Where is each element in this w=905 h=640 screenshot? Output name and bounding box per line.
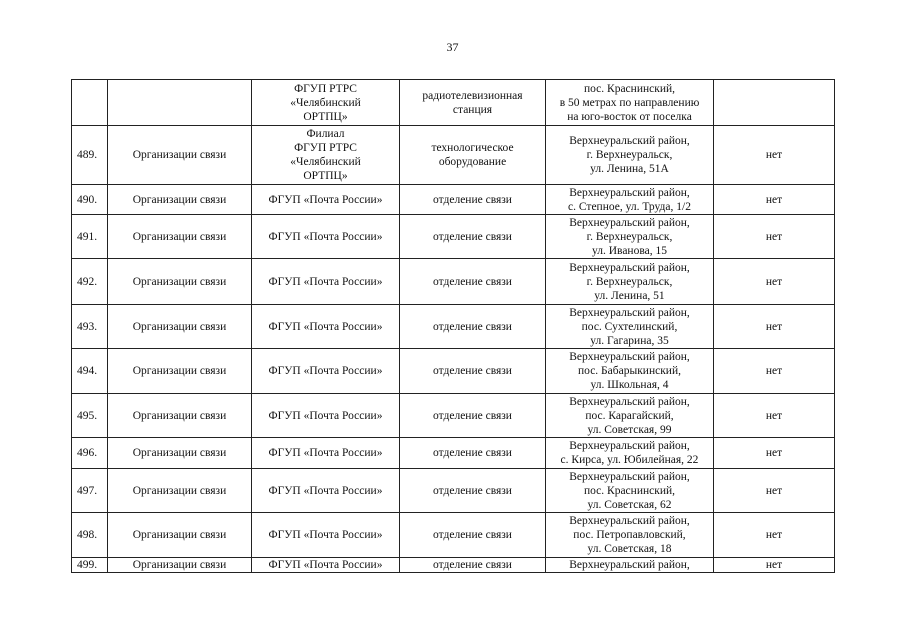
address-line: пос. Краснинский, [583, 82, 675, 95]
organization-line: ФГУП «Почта России» [268, 275, 383, 288]
category-cell: Организации связи [108, 349, 252, 394]
address-line: Верхнеуральский район, [569, 261, 690, 274]
status-cell: нет [714, 259, 835, 305]
facility-line: отделение связи [433, 484, 512, 497]
status-cell: нет [714, 513, 835, 558]
facility-cell [400, 394, 546, 438]
table-row [72, 513, 835, 558]
row-number-cell: 495. [72, 394, 108, 438]
address-line: ул. Иванова, 15 [592, 244, 667, 257]
address-line: ул. Советская, 99 [587, 423, 672, 436]
registry-table [71, 79, 835, 573]
status-cell: нет [714, 558, 835, 573]
row-number-cell: 493. [72, 305, 108, 349]
organization-cell [252, 259, 400, 305]
organization-cell [252, 305, 400, 349]
facility-cell [400, 558, 546, 573]
address-line: ул. Ленина, 51 [594, 289, 665, 302]
organization-cell [252, 394, 400, 438]
facility-cell [400, 259, 546, 305]
organization-line: ФГУП «Почта России» [268, 365, 383, 377]
address-line: с. Степное, ул. Труда, 1/2 [568, 200, 691, 213]
category-cell: Организации связи [108, 305, 252, 349]
status-cell [714, 80, 835, 126]
address-line: в 50 метрах по направлению [559, 96, 700, 109]
address-line: ул. Советская, 62 [587, 498, 672, 511]
category-cell: Организации связи [108, 469, 252, 513]
table-row [72, 80, 835, 126]
address-cell [546, 513, 714, 558]
category-cell: Организации связи [108, 259, 252, 305]
address-line: Верхнеуральский район, [569, 515, 690, 527]
row-number-cell: 498. [72, 513, 108, 558]
row-number-cell: 491. [72, 215, 108, 259]
organization-line: ФГУП РТРС [294, 142, 357, 154]
row-number-cell: 499. [72, 558, 108, 573]
facility-cell [400, 513, 546, 558]
facility-line: отделение связи [433, 409, 512, 422]
table-row [72, 558, 835, 573]
status-cell: нет [714, 349, 835, 394]
address-line: Верхнеуральский район, [569, 351, 690, 363]
address-line: с. Кирса, ул. Юбилейная, 22 [560, 454, 699, 466]
category-cell: Организации связи [108, 126, 252, 185]
row-number-cell: 494. [72, 349, 108, 394]
status-cell: нет [714, 185, 835, 215]
category-cell: Организации связи [108, 394, 252, 438]
address-line: пос. Сухтелинский, [581, 320, 678, 333]
address-cell [546, 349, 714, 394]
facility-cell [400, 185, 546, 215]
status-cell: нет [714, 394, 835, 438]
address-line: на юго-восток от поселка [567, 110, 692, 123]
category-cell: Организации связи [108, 558, 252, 573]
organization-cell [252, 80, 400, 126]
organization-line: ФГУП «Почта России» [268, 484, 383, 497]
table-row [72, 215, 835, 259]
address-line: Верхнеуральский район, [569, 135, 690, 147]
category-cell: Организации связи [108, 513, 252, 558]
row-number-cell: 496. [72, 438, 108, 469]
organization-cell [252, 215, 400, 259]
facility-cell [400, 438, 546, 469]
table-row [72, 126, 835, 185]
table-row [72, 394, 835, 438]
organization-cell [252, 185, 400, 215]
address-line: Верхнеуральский район, [569, 216, 690, 229]
facility-cell [400, 469, 546, 513]
address-cell [546, 558, 714, 573]
table-row [72, 438, 835, 469]
address-line: ул. Гагарина, 35 [590, 334, 669, 347]
address-line: Верхнеуральский район, [569, 395, 690, 408]
category-cell [108, 80, 252, 126]
organization-line: ФГУП «Почта России» [268, 529, 383, 541]
status-cell: нет [714, 215, 835, 259]
facility-line: отделение связи [433, 447, 512, 459]
registry-table-body [72, 80, 835, 573]
table-row [72, 259, 835, 305]
address-line: Верхнеуральский район, [569, 559, 690, 571]
facility-line: радиотелевизионная [422, 89, 523, 102]
organization-line: ОРТПЦ» [303, 110, 348, 123]
facility-cell [400, 215, 546, 259]
address-line: г. Верхнеуральск, [586, 275, 673, 288]
facility-line: отделение связи [433, 275, 512, 288]
address-cell [546, 305, 714, 349]
facility-cell [400, 80, 546, 126]
organization-line: ФГУП «Почта России» [268, 193, 383, 206]
address-cell [546, 394, 714, 438]
address-line: ул. Ленина, 51А [590, 163, 669, 175]
address-line: пос. Карагайский, [585, 409, 674, 422]
organization-line: ФГУП «Почта России» [268, 559, 383, 571]
table-row [72, 349, 835, 394]
facility-cell [400, 349, 546, 394]
organization-cell [252, 558, 400, 573]
organization-line: ФГУП «Почта России» [268, 409, 383, 422]
address-cell [546, 185, 714, 215]
facility-line: отделение связи [433, 529, 512, 541]
address-line: пос. Петропавловский, [573, 529, 686, 541]
page-number: 37 [446, 40, 459, 54]
organization-line: ОРТПЦ» [303, 170, 348, 182]
organization-line: «Челябинский [290, 156, 361, 168]
address-line: Верхнеуральский район, [569, 306, 690, 319]
address-line: ул. Советская, 18 [587, 543, 672, 555]
category-cell: Организации связи [108, 185, 252, 215]
facility-line: оборудование [438, 156, 507, 168]
address-line: Верхнеуральский район, [569, 470, 690, 483]
facility-line: отделение связи [433, 365, 512, 377]
address-line: Верхнеуральский район, [569, 186, 690, 199]
address-cell [546, 469, 714, 513]
organization-cell [252, 349, 400, 394]
table-row [72, 469, 835, 513]
organization-cell [252, 513, 400, 558]
facility-line: отделение связи [433, 193, 512, 206]
address-line: г. Верхнеуральск, [586, 149, 673, 161]
address-cell [546, 126, 714, 185]
row-number-cell: 492. [72, 259, 108, 305]
organization-cell [252, 469, 400, 513]
row-number-cell: 490. [72, 185, 108, 215]
status-cell: нет [714, 469, 835, 513]
address-cell [546, 80, 714, 126]
address-line: пос. Бабарыкинский, [578, 365, 681, 377]
organization-line: ФГУП «Почта России» [268, 230, 383, 243]
organization-line: Филиал [306, 128, 345, 140]
row-number-cell [72, 80, 108, 126]
organization-cell [252, 126, 400, 185]
organization-line: «Челябинский [290, 96, 361, 109]
organization-line: ФГУП РТРС [294, 82, 357, 95]
status-cell: нет [714, 305, 835, 349]
status-cell: нет [714, 126, 835, 185]
category-cell: Организации связи [108, 215, 252, 259]
table-row [72, 305, 835, 349]
facility-line: отделение связи [433, 559, 512, 571]
facility-line: технологическое [431, 142, 514, 154]
address-cell [546, 438, 714, 469]
row-number-cell: 489. [72, 126, 108, 185]
status-cell: нет [714, 438, 835, 469]
category-cell: Организации связи [108, 438, 252, 469]
table-row [72, 185, 835, 215]
address-cell [546, 215, 714, 259]
address-line: ул. Школьная, 4 [590, 379, 669, 391]
address-line: г. Верхнеуральск, [586, 230, 673, 243]
address-cell [546, 259, 714, 305]
facility-line: отделение связи [433, 320, 512, 333]
facility-line: станция [452, 103, 493, 116]
organization-cell [252, 438, 400, 469]
facility-cell [400, 126, 546, 185]
organization-line: ФГУП «Почта России» [268, 320, 383, 333]
facility-line: отделение связи [433, 230, 512, 243]
row-number-cell: 497. [72, 469, 108, 513]
facility-cell [400, 305, 546, 349]
address-line: пос. Краснинский, [583, 484, 675, 497]
organization-line: ФГУП «Почта России» [268, 447, 383, 459]
address-line: Верхнеуральский район, [569, 440, 690, 452]
